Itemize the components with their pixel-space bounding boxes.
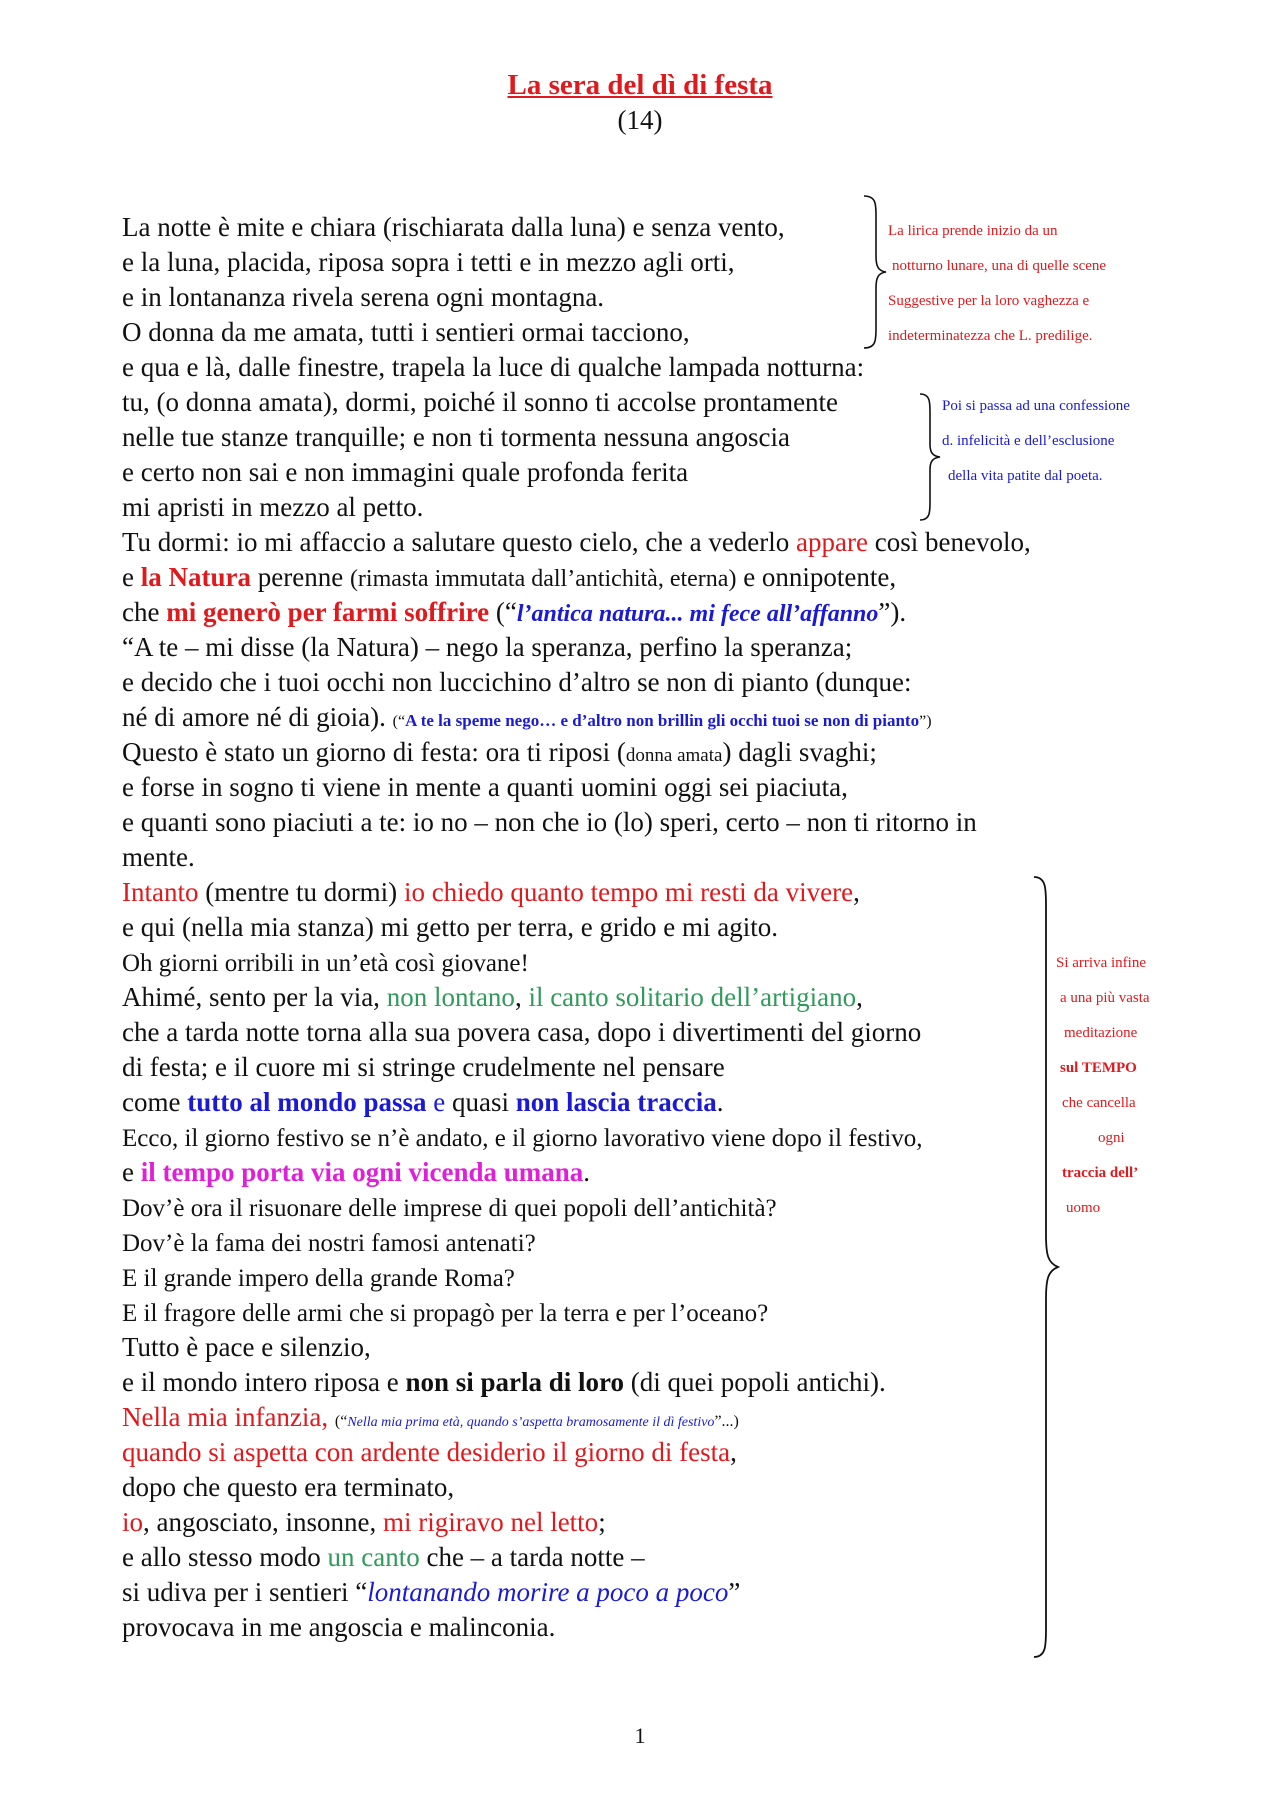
text-segment: e [122, 1157, 141, 1187]
highlight-red: appare [796, 527, 868, 557]
poem-paraphrase [122, 210, 1122, 1645]
text-segment: E il fragore delle armi che si propagò per la terra e per l’oceano? [122, 1300, 769, 1327]
text-segment: e certo non sai e non immagini quale profonda ferita [122, 457, 689, 487]
highlight-blue-bold: non lascia traccia [515, 1087, 717, 1117]
text-segment: provocava in me angoscia e malinconia. [122, 1612, 556, 1642]
margin-note: Suggestive per la loro vaghezza e [888, 293, 1090, 309]
highlight-green: un canto [327, 1542, 420, 1572]
text-line [122, 945, 1122, 980]
highlight-red: Nella mia infanzia, [122, 1402, 335, 1432]
text-segment: (di quei popoli antichi). [624, 1367, 886, 1397]
margin-note: ogni [1098, 1130, 1125, 1146]
text-segment: mente. [122, 842, 195, 872]
text-line [122, 770, 1122, 805]
text-segment: che a tarda notte torna alla sua povera casa, dopo i divertimenti del giorno [122, 1017, 922, 1047]
text-segment: E il grande impero della grande Roma? [122, 1265, 515, 1292]
text-segment: ; [598, 1507, 606, 1537]
text-segment: . [583, 1157, 591, 1187]
text-segment: ”) [919, 713, 932, 730]
highlight-red-bold: la Natura [140, 562, 251, 592]
text-line [122, 1470, 1122, 1505]
text-segment: Dov’è la fama dei nostri famosi antenati? [122, 1230, 536, 1257]
margin-note: Poi si passa ad una confessione [942, 398, 1130, 414]
text-segment: nelle tue stanze tranquille; e non ti tormenta nessuna angoscia [122, 422, 791, 452]
text-segment: ”). [878, 597, 907, 627]
margin-note: La lirica prende inizio da un [888, 223, 1058, 239]
text-segment: Tu dormi: io mi affaccio a salutare questo cielo, che a vederlo [122, 527, 797, 557]
text-line [122, 1575, 1122, 1610]
text-segment: (rimasta immutata dall’antichità, eterna) [349, 566, 737, 592]
text-line [122, 1225, 1122, 1260]
text-segment: si udiva per i sentieri “ [122, 1577, 368, 1607]
highlight-magenta-bold: il tempo porta via ogni vicenda umana [140, 1157, 584, 1187]
text-segment: né di amore né di gioia). [122, 702, 393, 732]
text-segment: e qui (nella mia stanza) mi getto per terra, e grido e mi agito. [122, 912, 779, 942]
text-segment: quasi [452, 1087, 516, 1117]
highlight-red: io chiedo quanto tempo mi resti da vivere [403, 877, 854, 907]
text-line [122, 525, 1122, 560]
highlight-red: Intanto [122, 877, 199, 907]
highlight-blue: e [426, 1087, 453, 1117]
text-segment: e onnipotente, [736, 562, 897, 592]
page-number: 1 [634, 1723, 646, 1748]
text-line [122, 560, 1122, 595]
text-line [122, 875, 1122, 910]
text-segment: ” [728, 1577, 741, 1607]
highlight-green: il canto solitario dell’artigiano [528, 982, 857, 1012]
text-segment: ”...) [714, 1413, 739, 1430]
text-line [122, 1015, 1122, 1050]
text-segment: Questo è stato un giorno di festa: ora ti riposi ( [122, 737, 626, 767]
text-line [122, 735, 1122, 770]
text-segment: e la luna, placida, riposa sopra i tetti e in mezzo agli orti, [122, 247, 735, 277]
text-segment: e allo stesso modo [122, 1542, 328, 1572]
text-segment: , [853, 877, 860, 907]
text-line [122, 1050, 1122, 1085]
text-segment: perenne [250, 562, 350, 592]
text-segment: Ecco, il giorno festivo se n’è andato, e il giorno lavorativo viene dopo il festivo, [122, 1125, 923, 1152]
text-line [122, 595, 1122, 630]
margin-note: a una più vasta [1060, 990, 1150, 1006]
quote-blue: A te la speme nego… e d’altro non brillin gli occhi tuoi se non di pianto [405, 711, 920, 730]
text-line [122, 700, 1122, 735]
curly-brace-icon [1030, 875, 1060, 1659]
text-segment: e decido che i tuoi occhi non luccichino d’altro se non di pianto (dunque: [122, 667, 912, 697]
text-segment: (“ [334, 1413, 348, 1430]
text-segment: , [730, 1437, 737, 1467]
text-segment: ) dagli svaghi; [722, 737, 877, 767]
text-segment: , [856, 982, 863, 1012]
text-segment: Tutto è pace e silenzio, [122, 1332, 371, 1362]
text-line [122, 1365, 1122, 1400]
text-segment: e quanti sono piaciuti a te: io no – non che io (lo) speri, certo – non ti ritorno in [122, 807, 977, 837]
quote-blue: lontanando morire a poco a poco [367, 1577, 729, 1607]
text-line [122, 840, 1122, 875]
text-segment: (“ [392, 713, 406, 730]
margin-note: notturno lunare, una di quelle scene [892, 258, 1107, 274]
text-segment: tu, (o donna amata), dormi, poiché il sonno ti accolse prontamente [122, 387, 839, 417]
highlight-red: mi rigiravo nel letto [382, 1507, 599, 1537]
curly-brace-icon [918, 392, 942, 522]
page-title: La sera del dì di festa [507, 69, 773, 101]
text-segment: Dov’è ora il risuonare delle imprese di quei popoli dell’antichità? [122, 1195, 777, 1222]
quote-blue: l’antica natura... mi fece all’affanno [516, 601, 879, 627]
text-line [122, 1120, 1122, 1155]
highlight-red: io [122, 1507, 144, 1537]
margin-note: che cancella [1062, 1095, 1136, 1111]
margin-note: uomo [1066, 1200, 1101, 1216]
text-segment: Ahimé, sento per la via, [122, 982, 387, 1012]
text-line [122, 1505, 1122, 1540]
text-segment: donna amata [625, 745, 723, 766]
text-segment: così benevolo, [868, 527, 1031, 557]
text-segment: O donna da me amata, tutti i sentieri ormai tacciono, [122, 317, 690, 347]
text-line [122, 805, 1122, 840]
text-segment: e forse in sogno ti viene in mente a quanti uomini oggi sei piaciuta, [122, 772, 848, 802]
text-segment: di festa; e il cuore mi si stringe crudelmente nel pensare [122, 1052, 725, 1082]
curly-brace-icon [862, 194, 888, 350]
text-line [122, 665, 1122, 700]
text-line [122, 1330, 1122, 1365]
text-segment: dopo che questo era terminato, [122, 1472, 455, 1502]
highlight-blue-bold: tutto al mondo passa [187, 1087, 427, 1117]
text-line [122, 980, 1122, 1015]
text-segment: che – a tarda notte – [419, 1542, 645, 1572]
margin-note: traccia dell’ [1062, 1165, 1139, 1181]
text-segment: e in lontananza rivela serena ogni montagna. [122, 282, 605, 312]
text-line [122, 1190, 1122, 1225]
text-segment: e il mondo intero riposa e [122, 1367, 406, 1397]
quote-blue: Nella mia prima età, quando s’aspetta bramosamente il dì festivo [347, 1415, 715, 1430]
highlight-green: non lontano [386, 982, 515, 1012]
text-segment: come [122, 1087, 188, 1117]
text-segment: Oh giorni orribili in un’età così giovane! [122, 950, 529, 977]
margin-note: sul TEMPO [1060, 1060, 1137, 1076]
text-segment: che [122, 597, 167, 627]
text-line [122, 1295, 1122, 1330]
text-line [122, 910, 1122, 945]
text-segment: , [514, 982, 529, 1012]
text-line [122, 630, 1122, 665]
text-line [122, 1400, 1122, 1435]
text-segment: mi apristi in mezzo al petto. [122, 492, 424, 522]
margin-note: meditazione [1064, 1025, 1138, 1041]
text-line [122, 1260, 1122, 1295]
text-segment: La notte è mite e chiara (rischiarata dalla luna) e senza vento, [122, 212, 785, 242]
highlight-red: quando si aspetta con ardente desiderio il giorno di festa [122, 1437, 731, 1467]
margin-note: Si arriva infine [1056, 955, 1146, 971]
margin-note: d. infelicità e dell’esclusione [942, 433, 1115, 449]
text-line [122, 1435, 1122, 1470]
text-segment: (mentre tu dormi) [198, 877, 404, 907]
highlight-red-bold: mi generò per farmi soffrire [166, 597, 490, 627]
text-line [122, 1540, 1122, 1575]
text-line [122, 490, 1122, 525]
text-segment: e [122, 562, 141, 592]
highlight-bold: non si parla di loro [405, 1367, 624, 1397]
text-segment: . [716, 1087, 724, 1117]
text-line [122, 1085, 1122, 1120]
text-line [122, 1610, 1122, 1645]
margin-note: della vita patite dal poeta. [948, 468, 1103, 484]
text-line [122, 1155, 1122, 1190]
page-subtitle: (14) [617, 105, 663, 135]
text-segment: , angosciato, insonne, [143, 1507, 383, 1537]
text-segment: (“ [489, 597, 517, 627]
margin-note: indeterminatezza che L. predilige. [888, 328, 1093, 344]
text-segment: “A te – mi disse (la Natura) – nego la speranza, perfino la speranza; [122, 632, 853, 662]
text-segment: e qua e là, dalle finestre, trapela la luce di qualche lampada notturna: [122, 352, 865, 382]
text-line [122, 350, 1122, 385]
